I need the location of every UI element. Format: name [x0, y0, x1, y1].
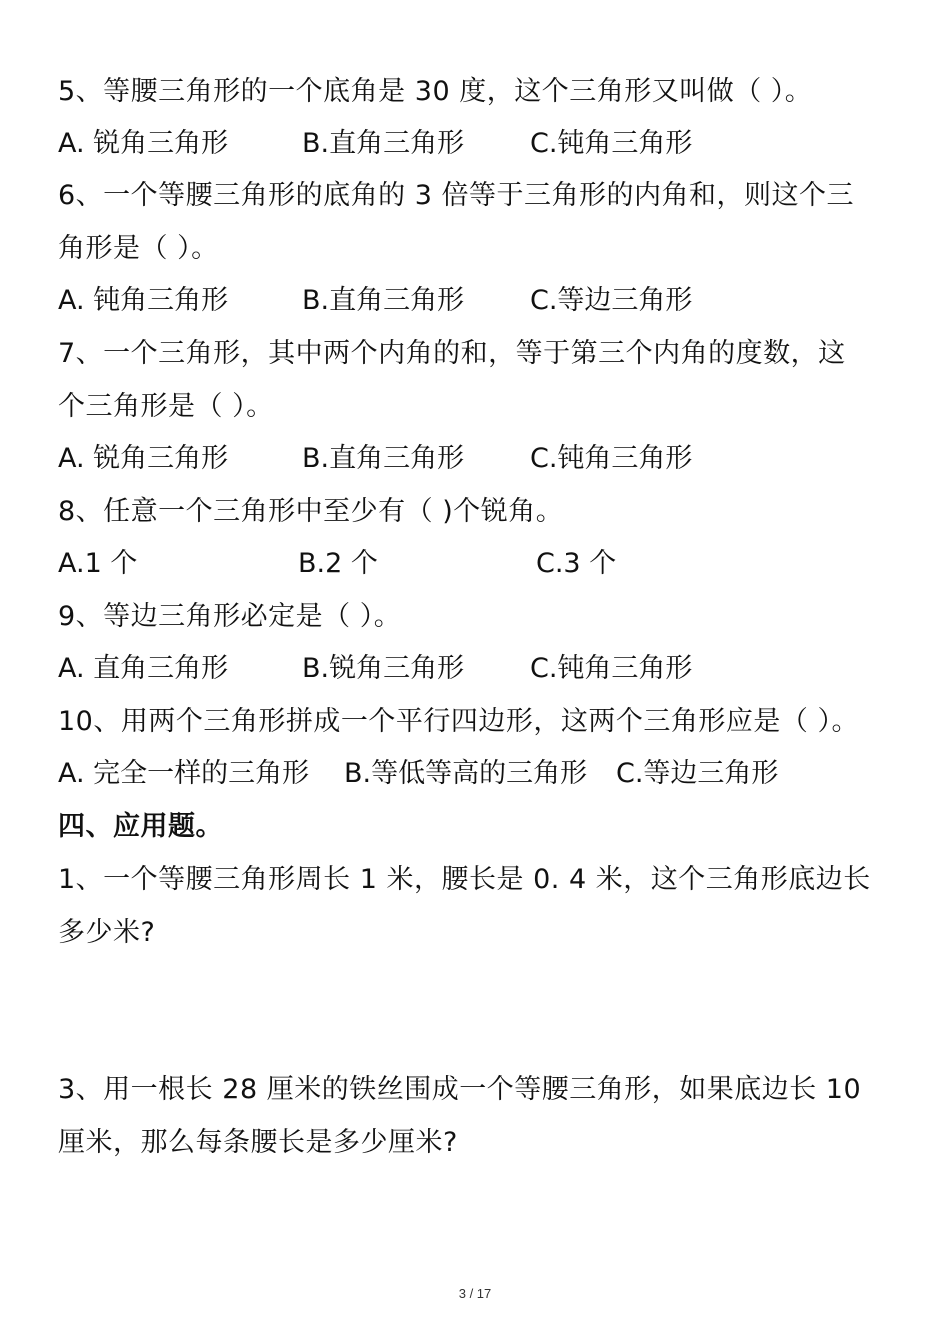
option-c: C.3 个	[536, 548, 617, 579]
option-b: B.2 个	[298, 548, 378, 579]
question-10-stem: 10、用两个三角形拼成一个平行四边形，这两个三角形应是（ ）。	[58, 706, 859, 737]
question-7-stem-line-2: 个三角形是（ ）。	[58, 391, 274, 422]
option-a: A. 钝角三角形	[58, 285, 229, 316]
section-4-heading: 四、应用题。	[58, 811, 223, 842]
option-c: C.钝角三角形	[530, 128, 693, 159]
question-6-stem-line-1: 6、一个等腰三角形的底角的 3 倍等于三角形的内角和，则这个三	[58, 180, 855, 211]
option-b: B.锐角三角形	[302, 653, 465, 684]
question-9-stem: 9、等边三角形必定是（ ）。	[58, 601, 402, 632]
option-a: A. 直角三角形	[58, 653, 229, 684]
question-8-stem: 8、任意一个三角形中至少有（ )个锐角。	[58, 496, 564, 527]
option-c: C.等边三角形	[530, 285, 693, 316]
question-5-stem: 5、等腰三角形的一个底角是 30 度，这个三角形又叫做（ ）。	[58, 76, 813, 107]
problem-1-line-1: 1、一个等腰三角形周长 1 米，腰长是 0. 4 米，这个三角形底边长	[58, 864, 871, 895]
option-b: B.直角三角形	[302, 128, 465, 159]
option-c: C.钝角三角形	[530, 443, 693, 474]
option-c: C.钝角三角形	[530, 653, 693, 684]
option-a: A. 锐角三角形	[58, 128, 229, 159]
question-6-stem-line-2: 角形是（ ）。	[58, 233, 219, 264]
option-a: A.1 个	[58, 548, 138, 579]
option-b: B.直角三角形	[302, 285, 465, 316]
question-7-stem-line-1: 7、一个三角形，其中两个内角的和，等于第三个内角的度数，这	[58, 338, 846, 369]
problem-3-line-1: 3、用一根长 28 厘米的铁丝围成一个等腰三角形，如果底边长 10	[58, 1074, 862, 1105]
option-b: B.直角三角形	[302, 443, 465, 474]
page-number: 3 / 17	[458, 1286, 492, 1301]
option-c: C.等边三角形	[616, 758, 779, 789]
option-b: B.等低等高的三角形	[344, 758, 588, 789]
option-a: A. 锐角三角形	[58, 443, 229, 474]
problem-3-line-2: 厘米，那么每条腰长是多少厘米?	[58, 1127, 458, 1158]
option-a: A. 完全一样的三角形	[58, 758, 310, 789]
problem-1-line-2: 多少米?	[58, 917, 156, 948]
